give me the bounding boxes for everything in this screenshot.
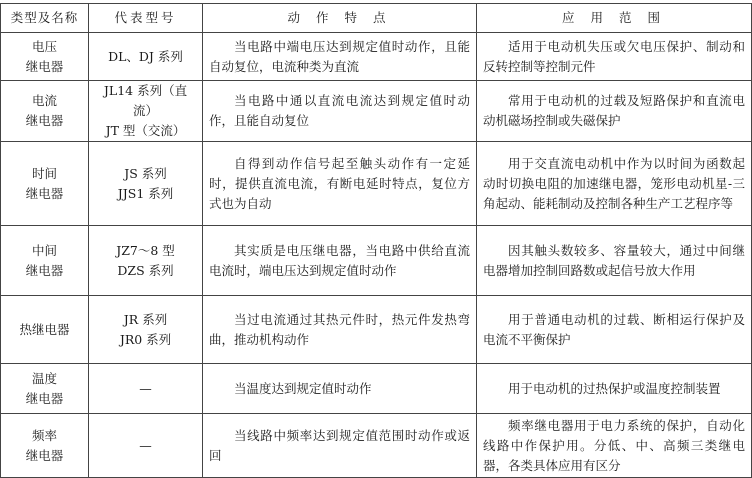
- type-name-line: 温度: [31, 370, 57, 386]
- model-cell: [89, 33, 203, 81]
- scope-cell: 用于交直流电动机中作为以时间为函数起动时切换电阻的加速继电器，笼形电动机星-三角起动、能耗制动及控制各种生产工艺程序等: [477, 142, 752, 226]
- model-line: JR0 系列: [119, 331, 172, 347]
- type-name-line: 时间: [31, 165, 57, 181]
- scope-cell: 适用于电动机失压或欠电压保护、制动和反转控制等控制元件: [477, 33, 752, 81]
- scope-cell: 因其触头数较多、容量较大，通过中间继电器增加控制回路数或起信号放大作用: [477, 226, 752, 296]
- feature-cell: 当电路中端电压达到规定值时动作，且能自动复位，电流种类为直流: [203, 33, 477, 81]
- type-name-line: 继电器: [25, 262, 64, 278]
- type-name-line: 中间: [31, 242, 57, 258]
- header-scope: 应 用 范 围: [477, 4, 752, 33]
- type-cell: [1, 364, 89, 414]
- model-line: JL14 系列（直流）: [103, 83, 188, 118]
- type-cell: [1, 226, 89, 296]
- model-line: JR 系列: [123, 311, 168, 327]
- model-line: —: [139, 380, 152, 396]
- type-cell: [1, 414, 89, 478]
- model-line: —: [139, 437, 152, 453]
- type-cell: [1, 296, 89, 364]
- feature-cell: 当电路中通以直流电流达到规定值时动作，且能自动复位: [203, 81, 477, 142]
- table-row: [1, 226, 752, 296]
- type-name-line: 热继电器: [19, 321, 70, 337]
- type-cell: [1, 33, 89, 81]
- feature-cell: 当线路中频率达到规定值范围时动作或返回: [203, 414, 477, 478]
- scope-cell: 用于电动机的过热保护或温度控制装置: [477, 364, 752, 414]
- type-name-line: 继电器: [25, 113, 64, 128]
- model-cell: [89, 296, 203, 364]
- type-cell: [1, 81, 89, 142]
- scope-cell: 常用于电动机的过载及短路保护和直流电动机磁场控制或失磁保护: [477, 81, 752, 142]
- scope-cell: 用于普通电动机的过载、断相运行保护及电流不平衡保护: [477, 296, 752, 364]
- table-row: [1, 81, 752, 142]
- type-name-line: 继电器: [25, 390, 64, 406]
- model-line: JS 系列: [124, 165, 167, 181]
- model-line: DL、DJ 系列: [108, 48, 183, 64]
- model-line: DZS 系列: [117, 262, 174, 278]
- feature-cell: 其实质是电压继电器，当电路中供给直流电流时，端电压达到规定值时动作: [203, 226, 477, 296]
- type-name-line: 继电器: [25, 58, 64, 74]
- type-name-line: 电压: [31, 38, 57, 54]
- type-name-line: 继电器: [25, 185, 64, 201]
- feature-cell: 当过电流通过其热元件时，热元件发热弯曲，推动机构动作: [203, 296, 477, 364]
- model-line: JT 型（交流）: [105, 123, 186, 138]
- model-cell: [89, 414, 203, 478]
- type-name-line: 频率: [31, 427, 57, 443]
- model-line: JJS1 系列: [117, 185, 174, 201]
- model-cell: [89, 142, 203, 226]
- table-row: [1, 364, 752, 414]
- table-row: [1, 414, 752, 478]
- table-row: [1, 33, 752, 81]
- header-row: [1, 4, 752, 33]
- model-cell: [89, 364, 203, 414]
- type-cell: [1, 142, 89, 226]
- type-name-line: 电流: [31, 93, 57, 108]
- header-type: 类型及名称: [1, 4, 89, 33]
- feature-cell: 当温度达到规定值时动作: [203, 364, 477, 414]
- scope-cell: 频率继电器用于电力系统的保护，自动化线路中作保护用。分低、中、高频三类继电器，各类具体应用有区分: [477, 414, 752, 478]
- table-row: [1, 296, 752, 364]
- relay-table: [0, 3, 752, 478]
- type-name-line: 继电器: [25, 447, 64, 463]
- table-row: [1, 142, 752, 226]
- header-model: 代表型号: [89, 4, 203, 33]
- header-feature: 动 作 特 点: [203, 4, 477, 33]
- model-line: JZ7～8 型: [116, 242, 175, 258]
- model-cell: [89, 81, 203, 142]
- feature-cell: 自得到动作信号起至触头动作有一定延时，提供直流电流，有断电延时特点，复位方式也为自动: [203, 142, 477, 226]
- model-cell: [89, 226, 203, 296]
